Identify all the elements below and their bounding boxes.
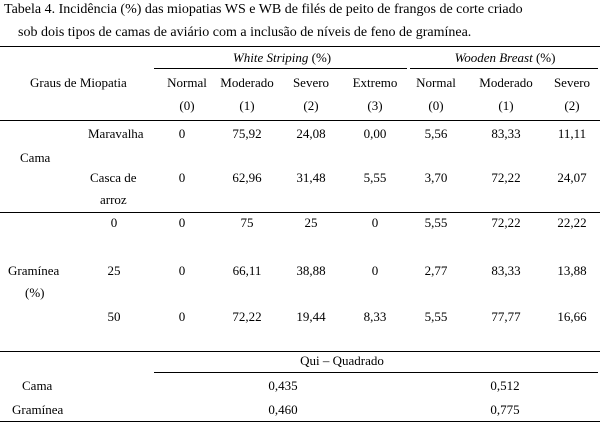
col-header-code: (3) xyxy=(367,98,383,113)
table-cell: 0 xyxy=(178,170,186,185)
table-cell: 72,22 xyxy=(491,170,521,185)
table-cell: 2,77 xyxy=(424,263,448,278)
row-label-graminea: 0 xyxy=(110,215,118,230)
table-cell: 24,07 xyxy=(557,170,587,185)
chi-row-label-cama: Cama xyxy=(22,378,53,393)
col-header-name: Severo xyxy=(292,75,330,90)
table-cell: 0,00 xyxy=(363,126,387,141)
col-header-name: Normal xyxy=(167,75,207,90)
wb-group-underline xyxy=(410,68,598,69)
table-cell: 13,88 xyxy=(557,263,587,278)
col-header-code: (2) xyxy=(564,98,580,113)
table-cell: 38,88 xyxy=(296,263,326,278)
table-cell: 83,33 xyxy=(491,126,521,141)
table-cell: 31,48 xyxy=(296,170,326,185)
wb-group-header xyxy=(455,50,556,66)
ws-group-name: White Striping xyxy=(232,50,309,65)
table-cell: 0 xyxy=(178,126,186,141)
table-cell: 19,44 xyxy=(296,309,326,324)
table-cell: 0 xyxy=(178,309,186,324)
chi-square-underline xyxy=(154,372,598,373)
col-header-code: (1) xyxy=(239,98,255,113)
table-cell: 62,96 xyxy=(232,170,262,185)
table-cell: 22,22 xyxy=(557,215,587,230)
row-label-casca-line-2: arroz xyxy=(100,192,127,207)
graminea-group-label-line-2: (%) xyxy=(25,285,45,300)
cama-section-rule xyxy=(0,212,600,213)
wb-group-name: Wooden Breast xyxy=(454,50,533,65)
graminea-group-label-line-1: Gramínea xyxy=(8,263,60,278)
table-cell: 83,33 xyxy=(491,263,521,278)
table-cell: 0 xyxy=(371,215,379,230)
table-cell: 72,22 xyxy=(491,215,521,230)
table-cell: 66,11 xyxy=(232,263,262,278)
table-cell: 0 xyxy=(371,263,379,278)
chi-value-ws: 0,460 xyxy=(268,402,298,417)
col-header-name: Moderado xyxy=(479,75,533,90)
table-cell: 0 xyxy=(178,215,186,230)
header-rule xyxy=(0,120,600,121)
table-cell: 72,22 xyxy=(232,309,262,324)
table-cell: 5,56 xyxy=(424,126,448,141)
table-cell: 11,11 xyxy=(557,126,587,141)
table-cell: 5,55 xyxy=(424,309,448,324)
graminea-section-rule xyxy=(0,351,600,352)
col-header-code: (0) xyxy=(428,98,444,113)
ws-group-header xyxy=(233,50,331,66)
col-header-code: (0) xyxy=(179,98,195,113)
col-header-name: Extremo xyxy=(352,75,398,90)
table-cell: 75 xyxy=(240,215,254,230)
table-caption-line-1: Tabela 4. Incidência (%) das miopatias WS e WB de filés de peito de frangos de corte criado xyxy=(4,2,523,17)
ws-group-unit: (%) xyxy=(308,50,332,65)
row-header-label: Graus de Miopatia xyxy=(30,75,127,90)
chi-value-wb: 0,775 xyxy=(490,402,520,417)
chi-row-label-graminea: Gramínea xyxy=(12,402,64,417)
ws-group-underline xyxy=(154,68,407,69)
table-cell: 25 xyxy=(304,215,318,230)
top-rule xyxy=(0,46,600,47)
table-cell: 8,33 xyxy=(363,309,387,324)
cama-group-label: Cama xyxy=(20,150,51,165)
col-header-name: Moderado xyxy=(220,75,274,90)
col-header-code: (1) xyxy=(498,98,514,113)
row-label-graminea: 25 xyxy=(107,263,121,278)
table-cell: 77,77 xyxy=(491,309,521,324)
table-cell: 3,70 xyxy=(424,170,448,185)
table-cell: 5,55 xyxy=(363,170,387,185)
row-label-maravalha: Maravalha xyxy=(88,126,144,141)
table-cell: 75,92 xyxy=(232,126,262,141)
wb-group-unit: (%) xyxy=(532,50,556,65)
row-label-graminea: 50 xyxy=(107,309,121,324)
chi-value-wb: 0,512 xyxy=(490,378,520,393)
row-label-casca-line-1: Casca de xyxy=(90,170,137,185)
col-header-name: Normal xyxy=(416,75,456,90)
table-cell: 0 xyxy=(178,263,186,278)
chi-value-ws: 0,435 xyxy=(268,378,298,393)
table-cell: 16,66 xyxy=(557,309,587,324)
table-cell: 24,08 xyxy=(296,126,326,141)
table-caption-line-2: sob dois tipos de camas de aviário com a inclusão de níveis de feno de gramínea. xyxy=(18,25,472,40)
chi-square-title: Qui – Quadrado xyxy=(300,353,384,368)
col-header-code: (2) xyxy=(303,98,319,113)
table-cell: 5,55 xyxy=(424,215,448,230)
bottom-rule xyxy=(0,421,600,422)
col-header-name: Severo xyxy=(553,75,591,90)
